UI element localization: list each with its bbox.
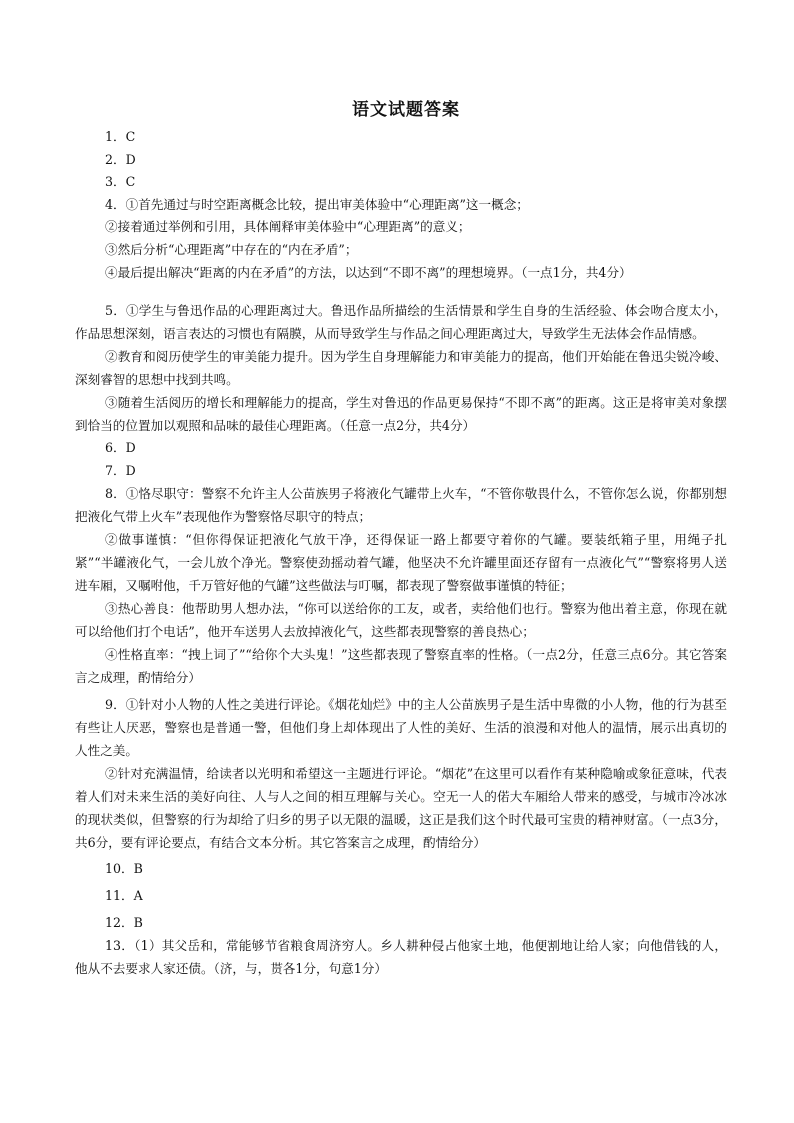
answer-11: 11．A bbox=[105, 887, 143, 903]
answer-3: 3．C bbox=[105, 174, 136, 190]
answer-8-point-4: ④性格直率：“拽上词了”“给你个大头鬼！”这些都表现了警察直率的性格。（一点2分，任意三点6分。其它答案言之成理，酌情给分） bbox=[75, 647, 727, 686]
answer-6: 6．D bbox=[105, 440, 136, 456]
answer-8-point-3: ③热心善良：他帮助男人想办法，“你可以送给你的工友，或者，卖给他们也行。警察为他出着主意，你现在就可以给他们打个电话”，他开车送男人去放掉液化气，这些都表现警察的善良热心； bbox=[75, 601, 727, 640]
answer-2: 2．D bbox=[105, 151, 136, 167]
answer-7: 7．D bbox=[105, 462, 136, 478]
answer-1: 1．C bbox=[105, 129, 136, 144]
answer-10: 10．B bbox=[105, 861, 143, 877]
answer-8-point-1: 8．①恪尽职守：警察不允许主人公苗族男子将液化气罐带上火车，“不管你敬畏什么，不管你怎么说，你都别想把液化气带上火车”表现他作为警察恪尽职守的特点； bbox=[75, 486, 727, 525]
page-title: 语文试题答案 bbox=[352, 100, 460, 120]
answer-9-point-2: ②针对充满温情，给读者以光明和希望这一主题进行评论。“烟花”在这里可以看作有某种隐喻或象征意味，代表着人们对未来生活的美好向往、人与人之间的相互理解与关心。空无一人的偌大车厢给人带来的感受，与城市冷冰冰的现状类似，但警察的行为却给了归乡的男子以无限的温暖，这正是我们这个时代最可宝贵的精神财富。（一点3分，共6分，要有评论要点，有结合文本分析。其它答案言之成理，酌情给分） bbox=[75, 766, 727, 851]
answer-12: 12．B bbox=[105, 914, 143, 930]
answer-4-point-2: ②接着通过举例和引用，具体阐释审美体验中“心理距离”的意义； bbox=[105, 219, 471, 235]
answer-5-point-2: ②教育和阅历使学生的审美能力提升。因为学生自身理解能力和审美能力的提高，他们开始能在鲁迅尖锐冷峻、深刻睿智的思想中找到共鸣。 bbox=[75, 349, 727, 388]
answer-4-point-4: ④最后提出解决“距离的内在矛盾”的方法，以达到“不即不离”的理想境界。（一点1分，共4分） bbox=[105, 264, 632, 280]
answer-sheet bbox=[75, 96, 727, 980]
answer-8-point-2: ②做事谨慎：“但你得保证把液化气放干净，还得保证一路上都要守着你的气罐。要装纸箱子里，用绳子扎紧”“半罐液化气，一会儿放个净光。警察使劲摇动着气罐，他坚决不允许罐里面还存留有一点液化气”“警察将男人送进车厢，又嘱咐他，千万管好他的气罐”这些做法与叮嘱，都表现了警察做事谨慎的特征； bbox=[75, 532, 727, 594]
answer-5-point-1: 5．①学生与鲁迅作品的心理距离过大。鲁迅作品所描绘的生活情景和学生自身的生活经验、体会吻合度太小，作品思想深刻，语言表达的习惯也有隔膜，从而导致学生与作品之间心理距离过大，导致学生无法体会作品情感。 bbox=[75, 303, 727, 342]
answer-4-point-1: 4．①首先通过与时空距离概念比较，提出审美体验中“心理距离”这一概念； bbox=[105, 196, 529, 212]
answer-13: 13．（1）其父岳和，常能够节省粮食周济穷人。乡人耕种侵占他家土地，他便割地让给人家；向他借钱的人，他从不去要求人家还债。（济，与，贳各1分，句意1分） bbox=[75, 938, 727, 977]
spacer bbox=[75, 284, 727, 299]
answer-5-point-3: ③随着生活阅历的增长和理解能力的提高，学生对鲁迅的作品更易保持“不即不离”的距离。这正是将审美对象摆到恰当的位置加以观照和品味的最佳心理距离。（任意一点2分，共4分） bbox=[75, 395, 727, 434]
answer-4-point-3: ③然后分析“心理距离”中存在的“内在矛盾”； bbox=[105, 241, 358, 257]
answer-9-point-1: 9．①针对小人物的人性之美进行评论。《烟花灿烂》中的主人公苗族男子是生活中卑微的小人物，他的行为甚至有些让人厌恶，警察也是普通一警，但他们身上却体现出了人性的美好、生活的浪漫和对他人的温情，展示出真切的人性之美。 bbox=[75, 697, 727, 759]
